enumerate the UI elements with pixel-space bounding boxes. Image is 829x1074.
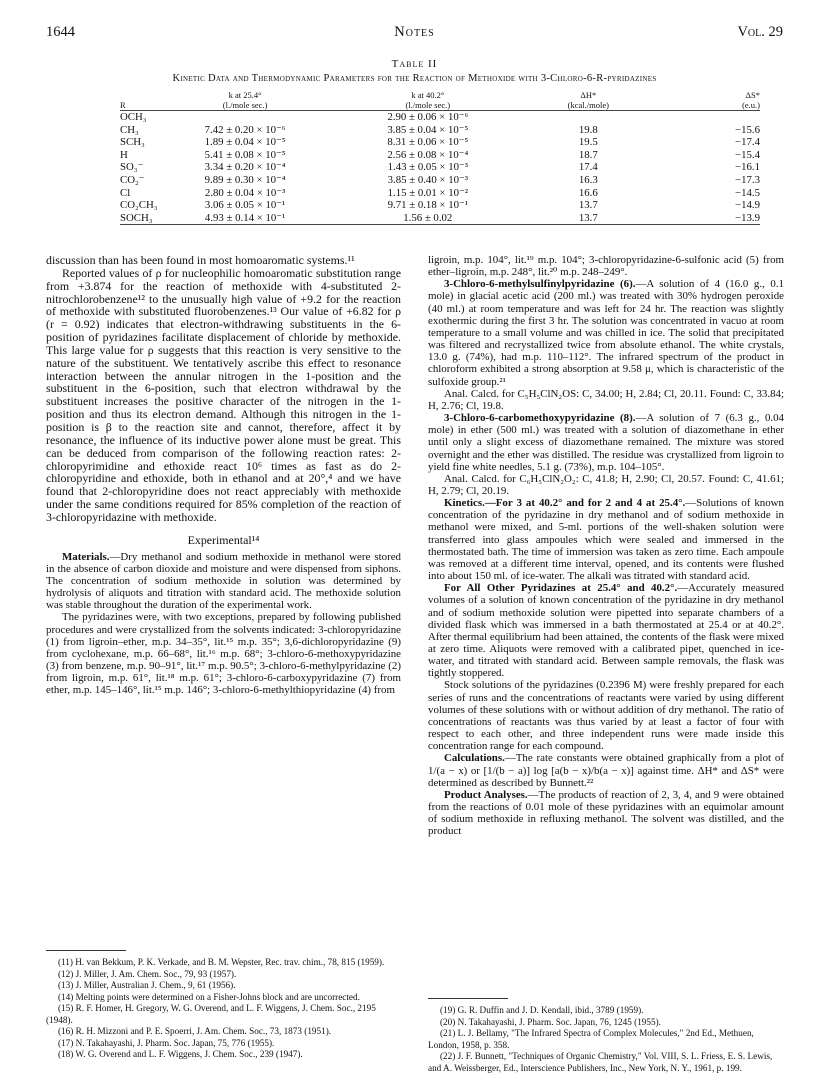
- left-column: [46, 254, 401, 696]
- header-bottom-text: (l./mole sec.): [222, 100, 268, 110]
- table-cell: −16.1: [735, 161, 760, 174]
- table-cell: 18.7: [578, 148, 598, 161]
- table-row: [120, 136, 760, 149]
- table-cell: 3.06 ± 0.05 × 10⁻¹: [204, 199, 286, 212]
- table-cell: [162, 111, 328, 124]
- table-cell: 13.7: [578, 199, 598, 212]
- table-cell: 19.8: [578, 123, 598, 136]
- footnote: (21) L. J. Bellamy, "The Infrared Spectra of Complex Molecules," 2nd Ed., Methuen, London, 1958, p. 358.: [428, 1028, 754, 1050]
- run-in-heading: 3-Chloro-6-carbomethoxypyridazine (8).: [444, 412, 636, 425]
- table-caption: Kinetic Data and Thermodynamic Parameters for the Reaction of Methoxide with 3-Chloro-6-R-pyridazines: [172, 73, 657, 84]
- header-k25: [162, 88, 328, 111]
- paragraph: [428, 497, 784, 582]
- paragraph-text: —The products of reaction of 2, 3, 4, and 9 were obtained from the reactions of 0.01 mole of these pyridazines with an equimolar amount of sodium methoxide in refluxing methanol. The solvent was distilled, and the product: [428, 788, 784, 838]
- footnote: (22) J. F. Bunnett, "Techniques of Organic Chemistry," Vol. VIII, S. L. Friess, E. S. Lewis, and A. Weissberger, Ed., Interscience Publishers, Inc., New York, N. Y., 1961, p. 199.: [428, 1051, 773, 1073]
- table-row: [120, 187, 760, 200]
- footnote: (12) J. Miller, J. Am. Chem. Soc., 79, 93 (1957).: [58, 968, 237, 979]
- footnote: (14) Melting points were determined on a Fisher-Johns block and are uncorrected.: [58, 991, 360, 1002]
- table-cell: 4.93 ± 0.14 × 10⁻¹: [162, 212, 328, 225]
- run-in-heading: Kinetics.—For 3 at 40.2° and for 2 and 4 at 25.4°.: [444, 497, 686, 510]
- footnote: (20) N. Takahayashi, J. Pharm. Soc. Japan, 76, 1245 (1955).: [440, 1016, 661, 1027]
- header-bottom-text: (e.u.): [742, 100, 760, 110]
- footnote-list: [46, 957, 401, 1061]
- table-cell: 9.89 ± 0.30 × 10⁻⁴: [204, 173, 286, 186]
- table-cell: −17.3: [735, 173, 760, 186]
- header-dh: [527, 88, 649, 111]
- run-in-heading: 3-Chloro-6-methylsulfinylpyridazine (6).: [444, 278, 636, 291]
- paragraph: [428, 752, 784, 788]
- header-top-text: ΔS*: [745, 90, 760, 100]
- table-cell: CO₂CH₃: [120, 199, 158, 212]
- table-cell: 16.3: [578, 173, 598, 186]
- header-bottom-text: (l./mole sec.): [405, 100, 451, 110]
- paragraph-text: —The rate constants were obtained graphically from a plot of 1/(a − x) or [1/(b − a)] log [a(b − x)/b(a − x)] against time. ΔH* and ΔS* were determined as described by Bunnett.²²: [428, 752, 784, 789]
- header-ds: [649, 88, 760, 111]
- header-bottom-text: (kcal./mole): [567, 100, 609, 110]
- footnote: (15) R. F. Homer, H. Gregory, W. G. Overend, and L. F. Wiggens, J. Chem. Soc., 2195 (1948).: [46, 1003, 376, 1025]
- paragraph-text: —Solutions of known concentration of the pyridazine in dry methanol and of sodium methoxide in methanol were mixed, and 5-ml. portions of the well-shaken solution were transferred into glass ampoules which were sealed and immersed in the thermostated bath. The time of immersion was taken as zero time. Each ampoule was removed at a different time interval, opened, and its contents were flushed into about 150 ml. of ice-water. The alkali was titrated with standard acid.: [428, 497, 784, 583]
- footnote: (11) H. van Bekkum, P. K. Verkade, and B. M. Wepster, Rec. trav. chim., 78, 815 (1959).: [58, 957, 385, 967]
- table-cell: −14.5: [735, 186, 760, 199]
- table-row: [120, 124, 760, 137]
- table-cell: 2.90 ± 0.06 × 10⁻⁶: [387, 111, 469, 123]
- table-cell: 3.85 ± 0.40 × 10⁻³: [387, 173, 468, 186]
- table-cell: 9.71 ± 0.18 × 10⁻¹: [387, 199, 468, 212]
- table-cell: Cl: [120, 186, 131, 199]
- footnote-rule: [428, 998, 508, 999]
- table-cell: 13.7: [527, 212, 649, 225]
- run-in-heading: Materials.: [62, 550, 110, 563]
- footnote: (19) G. R. Duffin and J. D. Kendall, ibid., 3789 (1959).: [440, 1005, 644, 1015]
- table-row: [120, 199, 760, 212]
- paragraph: [428, 278, 784, 387]
- table-cell: CH₃: [120, 123, 139, 136]
- table-cell: SO₃⁻: [120, 161, 144, 174]
- paragraph: [428, 789, 784, 838]
- paragraph: discussion than has been found in most homoaromatic systems.¹¹: [46, 253, 355, 267]
- analysis-line: Anal. Calcd. for C₆H₅ClN₂O₂: C, 41.8; H, 2.90; Cl, 20.57. Found: C, 41.61; H, 2.79; Cl, 20.19.: [428, 472, 784, 497]
- header-top-text: k at 40.2°: [411, 90, 445, 100]
- table-cell: 3.85 ± 0.04 × 10⁻⁵: [387, 123, 469, 136]
- paragraph: The pyridazines were, with two exceptions, prepared by following published procedures and were crystallized from the solvents indicated: 3-chloropyridazine (1) from ligroin–ether, m.p. 34–35°, lit.¹⁵ m.p. 35°; 3,6-dichloropyridazine (9) from cyclohexane, m.p. 66–68°, lit.¹⁶ m.p. 68°; 3-chloro-6-methoxypyridazine (3) from benzene, m.p. 90–91°, lit.¹⁷ m.p. 90.5°; 3-chloro-6-methylpyridazine (2) from ligroin, m.p. 61°, lit.¹⁸ m.p. 61°; 3-chloro-6-carboxypyridazine (7) from ether, m.p. 145–146°, lit.¹⁵ m.p. 146°; 3-chloro-6-methylthiopyridazine (4) from: [46, 611, 401, 697]
- footnote-list: [428, 1005, 784, 1074]
- header-r: [120, 88, 162, 111]
- paragraph-text: —A solution of 4 (16.0 g., 0.1 mole) in glacial acetic acid (200 ml.) was treated with 30% hydrogen peroxide (40 ml.) at room temperature and was left for 24 hr. The reaction was slightly exothermic during the first 3 hr. The solution was concentrated in vacuo at room temperature to a small volume and was chilled in ice. The solid that precipitated was filtered and recrystallized twice from absolute ethanol. The white crystals, 13.0 g. (74%), had m.p. 110–112°. The infrared spectrum of the product in chloroform exhibited a strong absorption at 9.58 μ, which is characteristic of the sulfoxide group.²¹: [428, 278, 784, 388]
- table-cell: CO₂⁻: [120, 173, 145, 186]
- paragraph: ligroin, m.p. 104°, lit.¹⁹ m.p. 104°; 3-chloropyridazine-6-sulfonic acid (5) from ether–ligroin, m.p. 248°, lit.²⁰ m.p. 248–249°.: [428, 254, 784, 279]
- paragraph-text: —Accurately measured volumes of a solution of known concentration of the pyridazine in dry methanol and of sodium methoxide solution were pipetted into separate chambers of a divided flask which was immersed in a bath thermostated at 25.4 or at 40.2°. After thermal equilibrium had been attained, the contents of the flask were mixed at zero time. Aliquots were removed with a calibrated pipet, quenched in ice-water, and titrated with standard acid. Between sample removals, the flask was tightly stoppered.: [428, 582, 784, 680]
- table-row: [120, 174, 760, 187]
- paragraph: [46, 551, 401, 612]
- table-cell: 2.80 ± 0.04 × 10⁻³: [204, 186, 286, 199]
- footnote: (13) J. Miller, Australian J. Chem., 9, 61 (1956).: [58, 980, 236, 990]
- table-cell: 1.56 ± 0.02: [328, 212, 527, 225]
- table-cell: 8.31 ± 0.06 × 10⁻⁵: [387, 136, 469, 149]
- paragraph-text: —Dry methanol and sodium methoxide in methanol were stored in the absence of carbon dioxide and moisture and were dispensed from siphons. The concentration of sodium methoxide in solution was determined by hydrolysis of aliquots and titration with standard acid. The methoxide solution was stable throughout the duration of the experimental work.: [46, 550, 401, 612]
- table-cell: −17.4: [735, 136, 760, 149]
- left-footnotes: [46, 942, 401, 1061]
- table-cell: −14.9: [735, 199, 760, 212]
- table-body: [120, 111, 760, 225]
- table-row: [120, 212, 760, 225]
- table-cell: −13.9: [649, 212, 760, 225]
- run-in-heading: Product Analyses.: [444, 788, 528, 801]
- running-header: [46, 24, 783, 44]
- run-in-heading: Calculations.: [444, 752, 505, 765]
- table-cell: 1.89 ± 0.04 × 10⁻⁵: [204, 136, 286, 149]
- table-cell: 2.56 ± 0.08 × 10⁻⁴: [387, 148, 469, 161]
- table-cell: [527, 111, 649, 124]
- table-cell: SCH₃: [120, 136, 145, 149]
- right-column: [428, 254, 784, 838]
- table-cell: 1.15 ± 0.01 × 10⁻²: [387, 186, 468, 199]
- paragraph: Reported values of ρ for nucleophilic homoaromatic substitution range from +3.874 for the reaction of methoxide with 4-substituted 2-nitrochlorobenzene¹² to the unusually high value of +9.2 for the reaction of methoxide with substituted fluorobenzenes.¹³ Our value of +6.82 for ρ (r = 0.92) indicates that electron-withdrawing substituents in the 6-position of pyridazines facilitate displacement of chloride by methoxide. This large value for ρ suggests that this reaction is very sensitive to the nature of the substituent. We tentatively ascribe this effect to resonance interaction between the annular nitrogen in the 1-position and the substituent in the 6-position, such that electron withdrawal by the substituent increases the positive character of the nitrogen in the 1-position and thus its electron demand. Although this nitrogen in the 1-position is β to the reaction site and cannot, therefore, affect it by resonance, the influence of its inductive power alone must be great. This can be deduced from comparison of the following reaction rates: 2-chloropyrimidine and ethoxide react 10⁶ times as fast as do 2-chloropyridine and ethoxide, both in ethanol and at 20°,⁴ and we have found that 2-chloropyridine does not react appreciably with methoxide under the same conditions required for 85% completion of the reaction of 3-chloropyridazine with methoxide.: [46, 265, 401, 524]
- section-heading: Experimental¹⁴: [187, 532, 260, 547]
- table-row: [120, 111, 760, 124]
- run-in-heading: For All Other Pyridazines at 25.4° and 40.2°.: [444, 582, 678, 595]
- table-cell: 5.41 ± 0.08 × 10⁻⁵: [204, 148, 286, 161]
- page-number: 1644: [46, 24, 75, 40]
- footnote-rule: [46, 950, 126, 951]
- header-bottom-text: R: [120, 100, 126, 110]
- table-cell: 7.42 ± 0.20 × 10⁻⁶: [204, 123, 286, 136]
- table-cell: 1.43 ± 0.05 × 10⁻³: [387, 161, 468, 174]
- footnote: (18) W. G. Overend and L. F. Wiggens, J. Chem. Soc., 239 (1947).: [58, 1049, 303, 1059]
- footnote: (16) R. H. Mizzoni and P. E. Spoerri, J. Am. Chem. Soc., 73, 1873 (1951).: [58, 1026, 332, 1036]
- section-name: Notes: [394, 24, 435, 40]
- table-label: Table II: [391, 58, 438, 70]
- header-top-text: k at 25.4°: [228, 90, 262, 100]
- footnote: (17) N. Takahayashi, J. Pharm. Soc. Japan, 75, 776 (1955).: [58, 1037, 275, 1048]
- paragraph-text: —A solution of 7 (6.3 g., 0.04 mole) in ether (500 ml.) was treated with a solution of diazomethane in ether until only a slight excess of diazomethane remained. The mixture was stored overnight and the ether was distilled. The residue was crystallized from ligroin to yield fine white needles, 5.1 g. (73%), m.p. 104–105°.: [428, 412, 785, 473]
- table-cell: 3.34 ± 0.20 × 10⁻⁴: [204, 161, 286, 174]
- table-cell: 17.4: [578, 161, 598, 174]
- table-row: [120, 161, 760, 174]
- paragraph: [428, 582, 784, 679]
- paragraph: [428, 412, 784, 473]
- table-cell: −15.4: [735, 148, 760, 161]
- table-cell: −15.6: [735, 123, 760, 136]
- table-cell: OCH₃: [120, 111, 147, 123]
- right-footnotes: [428, 990, 784, 1074]
- kinetic-data-table: [120, 88, 760, 225]
- table-cell: H: [120, 148, 128, 161]
- volume-label: Vol. 29: [737, 24, 783, 40]
- header-k40: [328, 88, 527, 111]
- analysis-line: Anal. Calcd. for C₅H₅ClN₂OS: C, 34.00; H, 2.84; Cl, 20.11. Found: C, 33.84; H, 2.76; Cl, 19.8.: [428, 387, 784, 412]
- table-cell: 19.5: [578, 136, 598, 149]
- header-top-text: ΔH*: [580, 90, 597, 100]
- paragraph: Stock solutions of the pyridazines (0.2396 M) were freshly prepared for each series of runs and the concentrations of reactants were varied by using different volumes of these solutions with or without addition of dry methanol. The ratio of concentrations of reactants was thus varied by at least a factor of four with respect to each other, and three independent runs were made inside this concentration range for each compound.: [428, 679, 784, 753]
- table-cell: [649, 111, 760, 124]
- table-row: [120, 149, 760, 162]
- table-cell: SOCH₃: [120, 212, 162, 225]
- table-cell: 16.6: [578, 186, 598, 199]
